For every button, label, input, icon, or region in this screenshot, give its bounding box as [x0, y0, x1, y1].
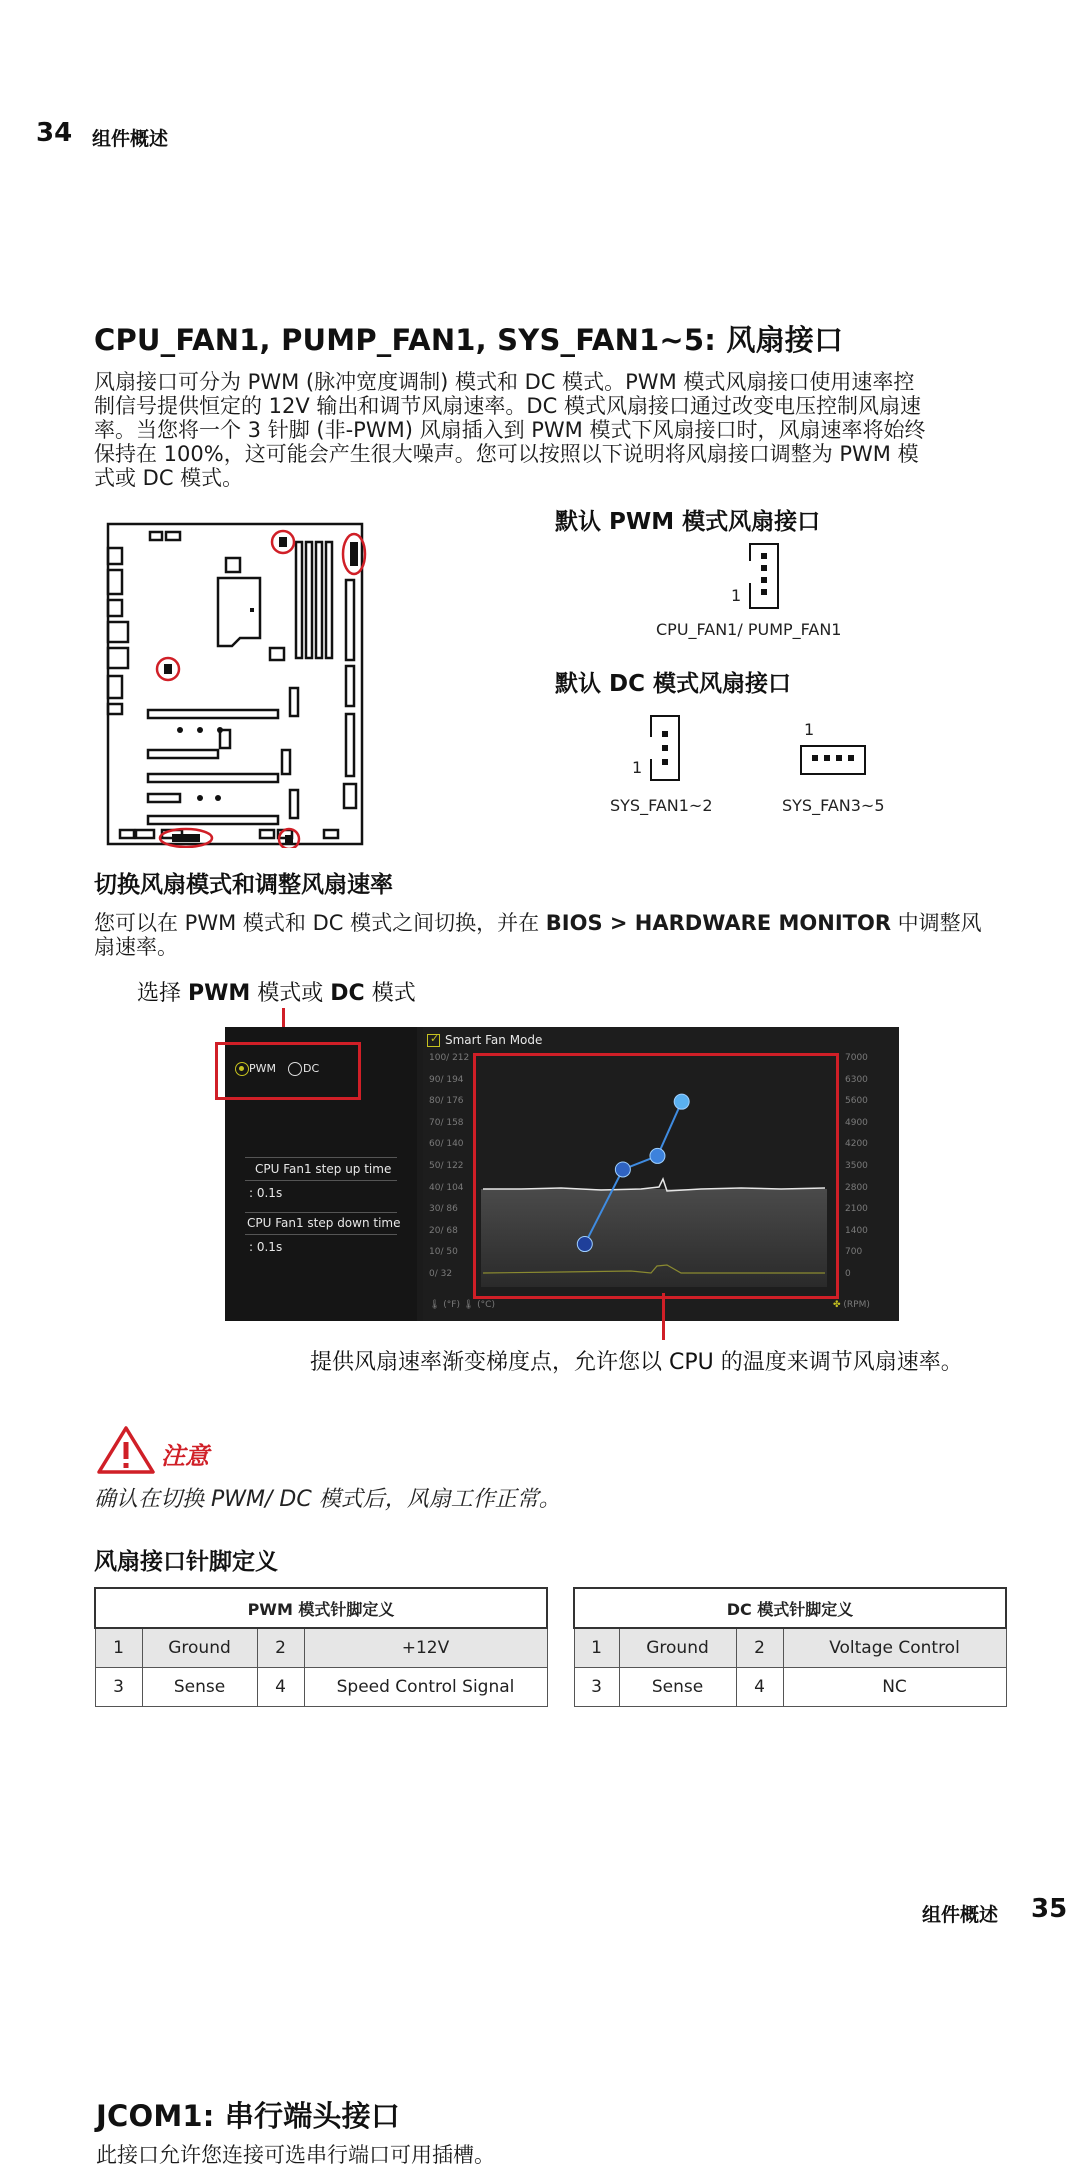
temp-tick: 10/ 50	[429, 1247, 458, 1258]
section-title: CPU_FAN1, PUMP_FAN1, SYS_FAN1~5: 风扇接口	[94, 323, 844, 357]
switch-paragraph	[94, 911, 1024, 959]
pwm-table-title: PWM 模式针脚定义	[95, 1588, 547, 1628]
rpm-tick: 700	[845, 1247, 863, 1258]
rpm-tick: 1400	[845, 1225, 868, 1236]
step-down-value[interactable]: : 0.1s	[249, 1240, 283, 1254]
motherboard-diagram	[100, 518, 370, 848]
temp-tick: 40/ 104	[429, 1182, 464, 1193]
pwm-4pin-connector-icon	[749, 543, 779, 609]
rpm-tick: 2800	[845, 1182, 868, 1193]
fan-curve-point[interactable]	[577, 1237, 592, 1252]
temp-tick: 90/ 194	[429, 1074, 464, 1085]
fan-curve-point[interactable]	[615, 1162, 630, 1177]
rpm-tick: 4200	[845, 1139, 868, 1150]
next-intro: 此接口允许您连接可选串行端口可用插槽。	[96, 2143, 495, 2167]
temp-tick: 0/ 32	[429, 1269, 453, 1279]
page-number: 34	[36, 118, 73, 148]
temp-tick: 50/ 122	[429, 1161, 464, 1171]
dc-connector-label-b: SYS_FAN3~5	[782, 796, 885, 815]
table-cell: 1	[574, 1628, 619, 1668]
pwm-pin1-label: 1	[731, 586, 742, 605]
fan-curve-point[interactable]	[650, 1148, 665, 1163]
pwm-pin-table	[94, 1587, 548, 1707]
next-section-title: JCOM1: 串行端头接口	[96, 2099, 401, 2133]
fan-curve-graph[interactable]	[481, 1061, 827, 1287]
rpm-tick: 2100	[845, 1204, 868, 1215]
bios-graph-panel: ✓ Smart Fan Mode 100/ 212 90/ 194 80/ 176 70/ 158 60/ 140 50/ 122 40/ 104 30/ 86 20/ 68 10/ 50 0/ 32 7000 6300 5600 4900 4200 3500 2800 2100 1400 700 0 🌡 (°F) 🌡 (°C) ✤ (RPM)	[423, 1027, 899, 1321]
table-cell: 3	[95, 1668, 142, 1707]
switch-heading: 切换风扇模式和调整风扇速率	[94, 872, 393, 898]
rpm-tick: 4900	[845, 1117, 868, 1128]
temp-tick: 80/ 176	[429, 1096, 464, 1107]
rpm-tick: 0	[845, 1269, 851, 1279]
dc-connector-label-a: SYS_FAN1~2	[610, 796, 713, 815]
intro-line: 制信号提供恒定的 12V 输出和调节风扇速率。DC 模式风扇接口通过改变电压控制风扇速	[94, 394, 921, 418]
rpm-tick: 5600	[845, 1096, 868, 1107]
default-pwm-heading: 默认 PWM 模式风扇接口	[555, 509, 821, 535]
table-cell: Speed Control Signal	[304, 1668, 547, 1707]
dc-radio[interactable]: DC	[303, 1062, 320, 1075]
temp-tick: 20/ 68	[429, 1225, 458, 1236]
table-cell: Voltage Control	[783, 1628, 1006, 1668]
table-cell: Sense	[142, 1668, 257, 1707]
note-title: 注意	[161, 1442, 209, 1470]
table-cell: 3	[574, 1668, 619, 1707]
callout-line-bottom	[662, 1293, 665, 1340]
switch-text: 扇速率。	[94, 935, 178, 959]
dc-table-title: DC 模式针脚定义	[574, 1588, 1006, 1628]
intro-line: 率。当您将一个 3 针脚 (非-PWM) 风扇插入到 PWM 模式下风扇接口时，风扇速率将始终	[94, 418, 926, 442]
table-cell: 2	[257, 1628, 304, 1668]
bios-fan-screenshot	[225, 1027, 899, 1321]
step-up-label: CPU Fan1 step up time	[255, 1162, 392, 1176]
step-down-label: CPU Fan1 step down time	[247, 1216, 401, 1230]
switch-text: 您可以在 PWM 模式和 DC 模式之间切换，并在	[94, 911, 546, 935]
table-cell: 4	[736, 1668, 783, 1707]
temp-unit-icon: 🌡 (°F) 🌡 (°C)	[429, 1300, 495, 1310]
default-dc-heading: 默认 DC 模式风扇接口	[555, 671, 791, 697]
table-cell: 2	[736, 1628, 783, 1668]
fan-curve-point[interactable]	[674, 1094, 689, 1109]
rpm-tick: 6300	[845, 1074, 868, 1085]
rpm-tick: 7000	[845, 1053, 868, 1063]
intro-paragraph	[94, 370, 1014, 490]
switch-text: 中调整风	[891, 911, 982, 935]
dc-3pin-connector-icon	[650, 715, 680, 781]
bios-path: BIOS > HARDWARE MONITOR	[545, 911, 891, 935]
intro-line: 保持在 100%，这可能会产生很大噪声。您可以按照以下说明将风扇接口调整为 PWM 模	[94, 442, 919, 466]
temp-tick: 100/ 212	[429, 1053, 470, 1063]
footer-page-number: 35	[1031, 1894, 1068, 1924]
table-cell: Sense	[619, 1668, 736, 1707]
select-mode-caption: 选择 PWM 模式或 DC 模式	[137, 981, 416, 1006]
temp-tick: 60/ 140	[429, 1139, 464, 1150]
smart-fan-mode-label[interactable]: Smart Fan Mode	[445, 1033, 543, 1047]
temp-tick: 30/ 86	[429, 1204, 458, 1215]
graph-caption: 提供风扇速率渐变梯度点，允许您以 CPU 的温度来调节风扇速率。	[310, 1350, 963, 1375]
pin-def-heading: 风扇接口针脚定义	[94, 1549, 278, 1575]
dc-4pin-horizontal-connector-icon	[800, 745, 866, 775]
pwm-connector-label: CPU_FAN1/ PUMP_FAN1	[656, 620, 842, 639]
intro-line: 式或 DC 模式。	[94, 466, 244, 490]
note-text: 确认在切换 PWM/ DC 模式后，风扇工作正常。	[94, 1487, 561, 1512]
dc-pin-table	[573, 1587, 1007, 1707]
intro-line: 风扇接口可分为 PWM (脉冲宽度调制) 模式和 DC 模式。PWM 模式风扇接口使用速率控	[94, 370, 915, 394]
rpm-unit-label: ✤ (RPM)	[833, 1300, 870, 1310]
warning-icon	[96, 1425, 156, 1475]
table-cell: +12V	[304, 1628, 547, 1668]
dc-pin1-label-b: 1	[804, 720, 815, 739]
rpm-tick: 3500	[845, 1161, 868, 1171]
table-cell: 1	[95, 1628, 142, 1668]
table-cell: Ground	[619, 1628, 736, 1668]
footer-section: 组件概述	[922, 1904, 999, 1926]
temp-tick: 70/ 158	[429, 1117, 464, 1128]
table-cell: NC	[783, 1668, 1006, 1707]
table-cell: Ground	[142, 1628, 257, 1668]
step-up-value[interactable]: : 0.1s	[249, 1186, 283, 1200]
table-cell: 4	[257, 1668, 304, 1707]
header-section: 组件概述	[92, 128, 169, 150]
dc-pin1-label-a: 1	[632, 758, 643, 777]
pwm-radio[interactable]: PWM	[249, 1062, 277, 1075]
bios-left-panel	[225, 1027, 417, 1321]
